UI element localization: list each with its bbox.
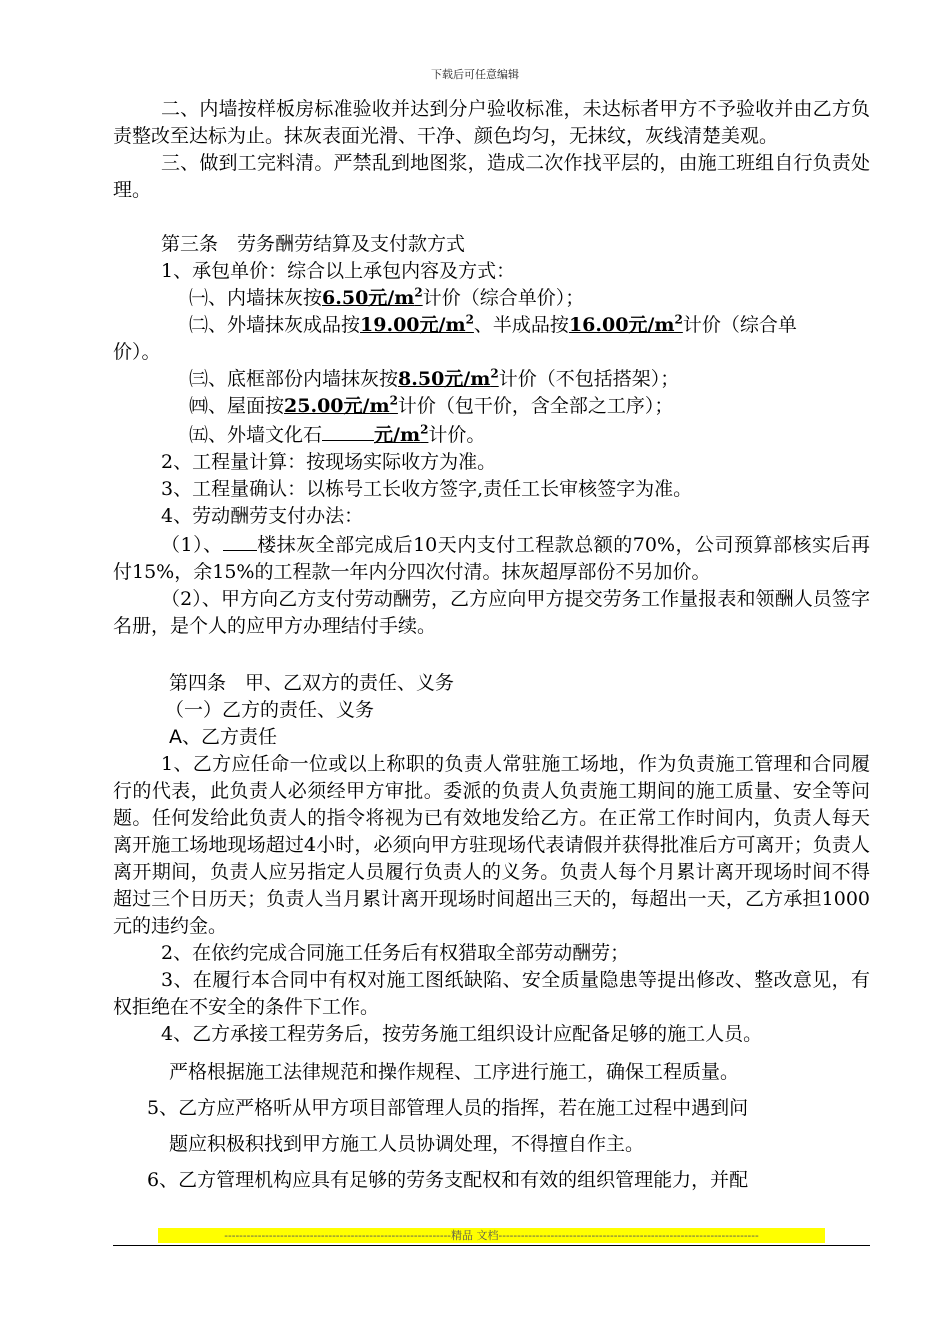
price-item: ㈡、外墙抹灰成品按19.00元$/m^2$、半成品按16.00元$/m^2$计价（综合单 [189,312,797,336]
subsection-heading: A、乙方责任 [169,726,277,748]
page-header: 下载后可任意编辑 [431,68,519,81]
footer-banner: -------------------------------------------------------------精品 文档---------------------------------------------------------------------- [158,1228,825,1243]
paragraph: 4、乙方承接工程劳务后，按劳务施工组织设计应配备足够的施工人员。 [161,1023,763,1045]
paragraph: 题应积极积找到甲方施工人员协调处理，不得擅自作主。 [169,1133,645,1155]
paragraph: 严格根据施工法律规范和操作规程、工序进行施工，确保工程质量。 [169,1061,740,1083]
price-item-continued: 价）。 [113,341,161,363]
paragraph: 6、乙方管理机构应具有足够的劳务支配权和有效的组织管理能力，并配 [147,1169,749,1191]
paragraph: 1、承包单价：综合以上承包内容及方式： [161,260,516,282]
paragraph: （1）、 楼抹灰全部完成后10天内支付工程款总额的70%，公司预算部核实后再付15%，余15%的工程款一年内分四次付清。抹灰超厚部份不另加价。 [113,530,870,586]
paragraph: （2）、甲方向乙方支付劳动酬劳，乙方应向甲方提交劳务工作量报表和领酬人员签字名册，是个人的应甲方办理结付手续。 [113,588,870,637]
document-body [113,96,870,1198]
paragraph: 2、在依约完成合同施工任务后有权猎取全部劳动酬劳； [161,942,630,964]
paragraph: 2、工程量计算：按现场实际收方为准。 [161,451,497,473]
article-heading: 第四条 甲、乙双方的责任、义务 [169,672,455,694]
paragraph: 3、在履行本合同中有权对施工图纸缺陷、安全质量隐患等提出修改、整改意见，有权拒绝在不安全的条件下工作。 [113,969,870,1018]
wide-spaced-block [113,1054,870,1198]
paragraph: 3、工程量确认：以栋号工长收方签字,责任工长审核签字为准。 [161,478,693,500]
price-item: ㈠、内墙抹灰按6.50元$/m^2$计价（综合单价）； [189,285,585,309]
footer-rule [113,1245,870,1246]
article-heading: 第三条 劳务酬劳结算及支付款方式 [161,233,466,255]
section-heading: （一）乙方的责任、义务 [165,699,375,721]
price-item: ㈣、屋面按25.00元$/m^2$计价（包干价，含全部之工序）； [189,393,674,417]
paragraph: 二、内墙按样板房标准验收并达到分户验收标准，未达标者甲方不予验收并由乙方负责整改至达标为止。抹灰表面光滑、干净、颜色均匀，无抹纹，灰线清楚美观。 [113,98,870,147]
paragraph: 4、劳动酬劳支付办法： [161,505,364,527]
paragraph: 5、乙方应严格听从甲方项目部管理人员的指挥，若在施工过程中遇到问 [147,1097,749,1119]
paragraph: 1、乙方应任命一位或以上称职的负责人常驻施工场地，作为负责施工管理和合同履行的代表，此负责人必须经甲方审批。委派的负责人负责施工期间的施工质量、安全等问题。任何发给此负责人的指令将视为已有效地发给乙方。在正常工作时间内，负责人每天离开施工场地现场超过4小时，必须向甲方驻现场代表请假并获得批准后方可离开；负责人离开期间，负责人应另指定人员履行负责人的义务。负责人每个月累计离开现场时间不得超过三个日历天；负责人当月累计离开现场时间超出三天的，每超出一天，乙方承担1000元的违约金。 [113,753,870,937]
paragraph: 三、做到工完料清。严禁乱到地图浆，造成二次作找平层的，由施工班组自行负责处理。 [113,152,870,201]
price-item: ㈤、外墙文化石 元$/m^2$计价。 [113,420,870,449]
price-item: ㈢、底框部份内墙抹灰按8.50元$/m^2$计价（不包括搭架）； [189,366,680,390]
